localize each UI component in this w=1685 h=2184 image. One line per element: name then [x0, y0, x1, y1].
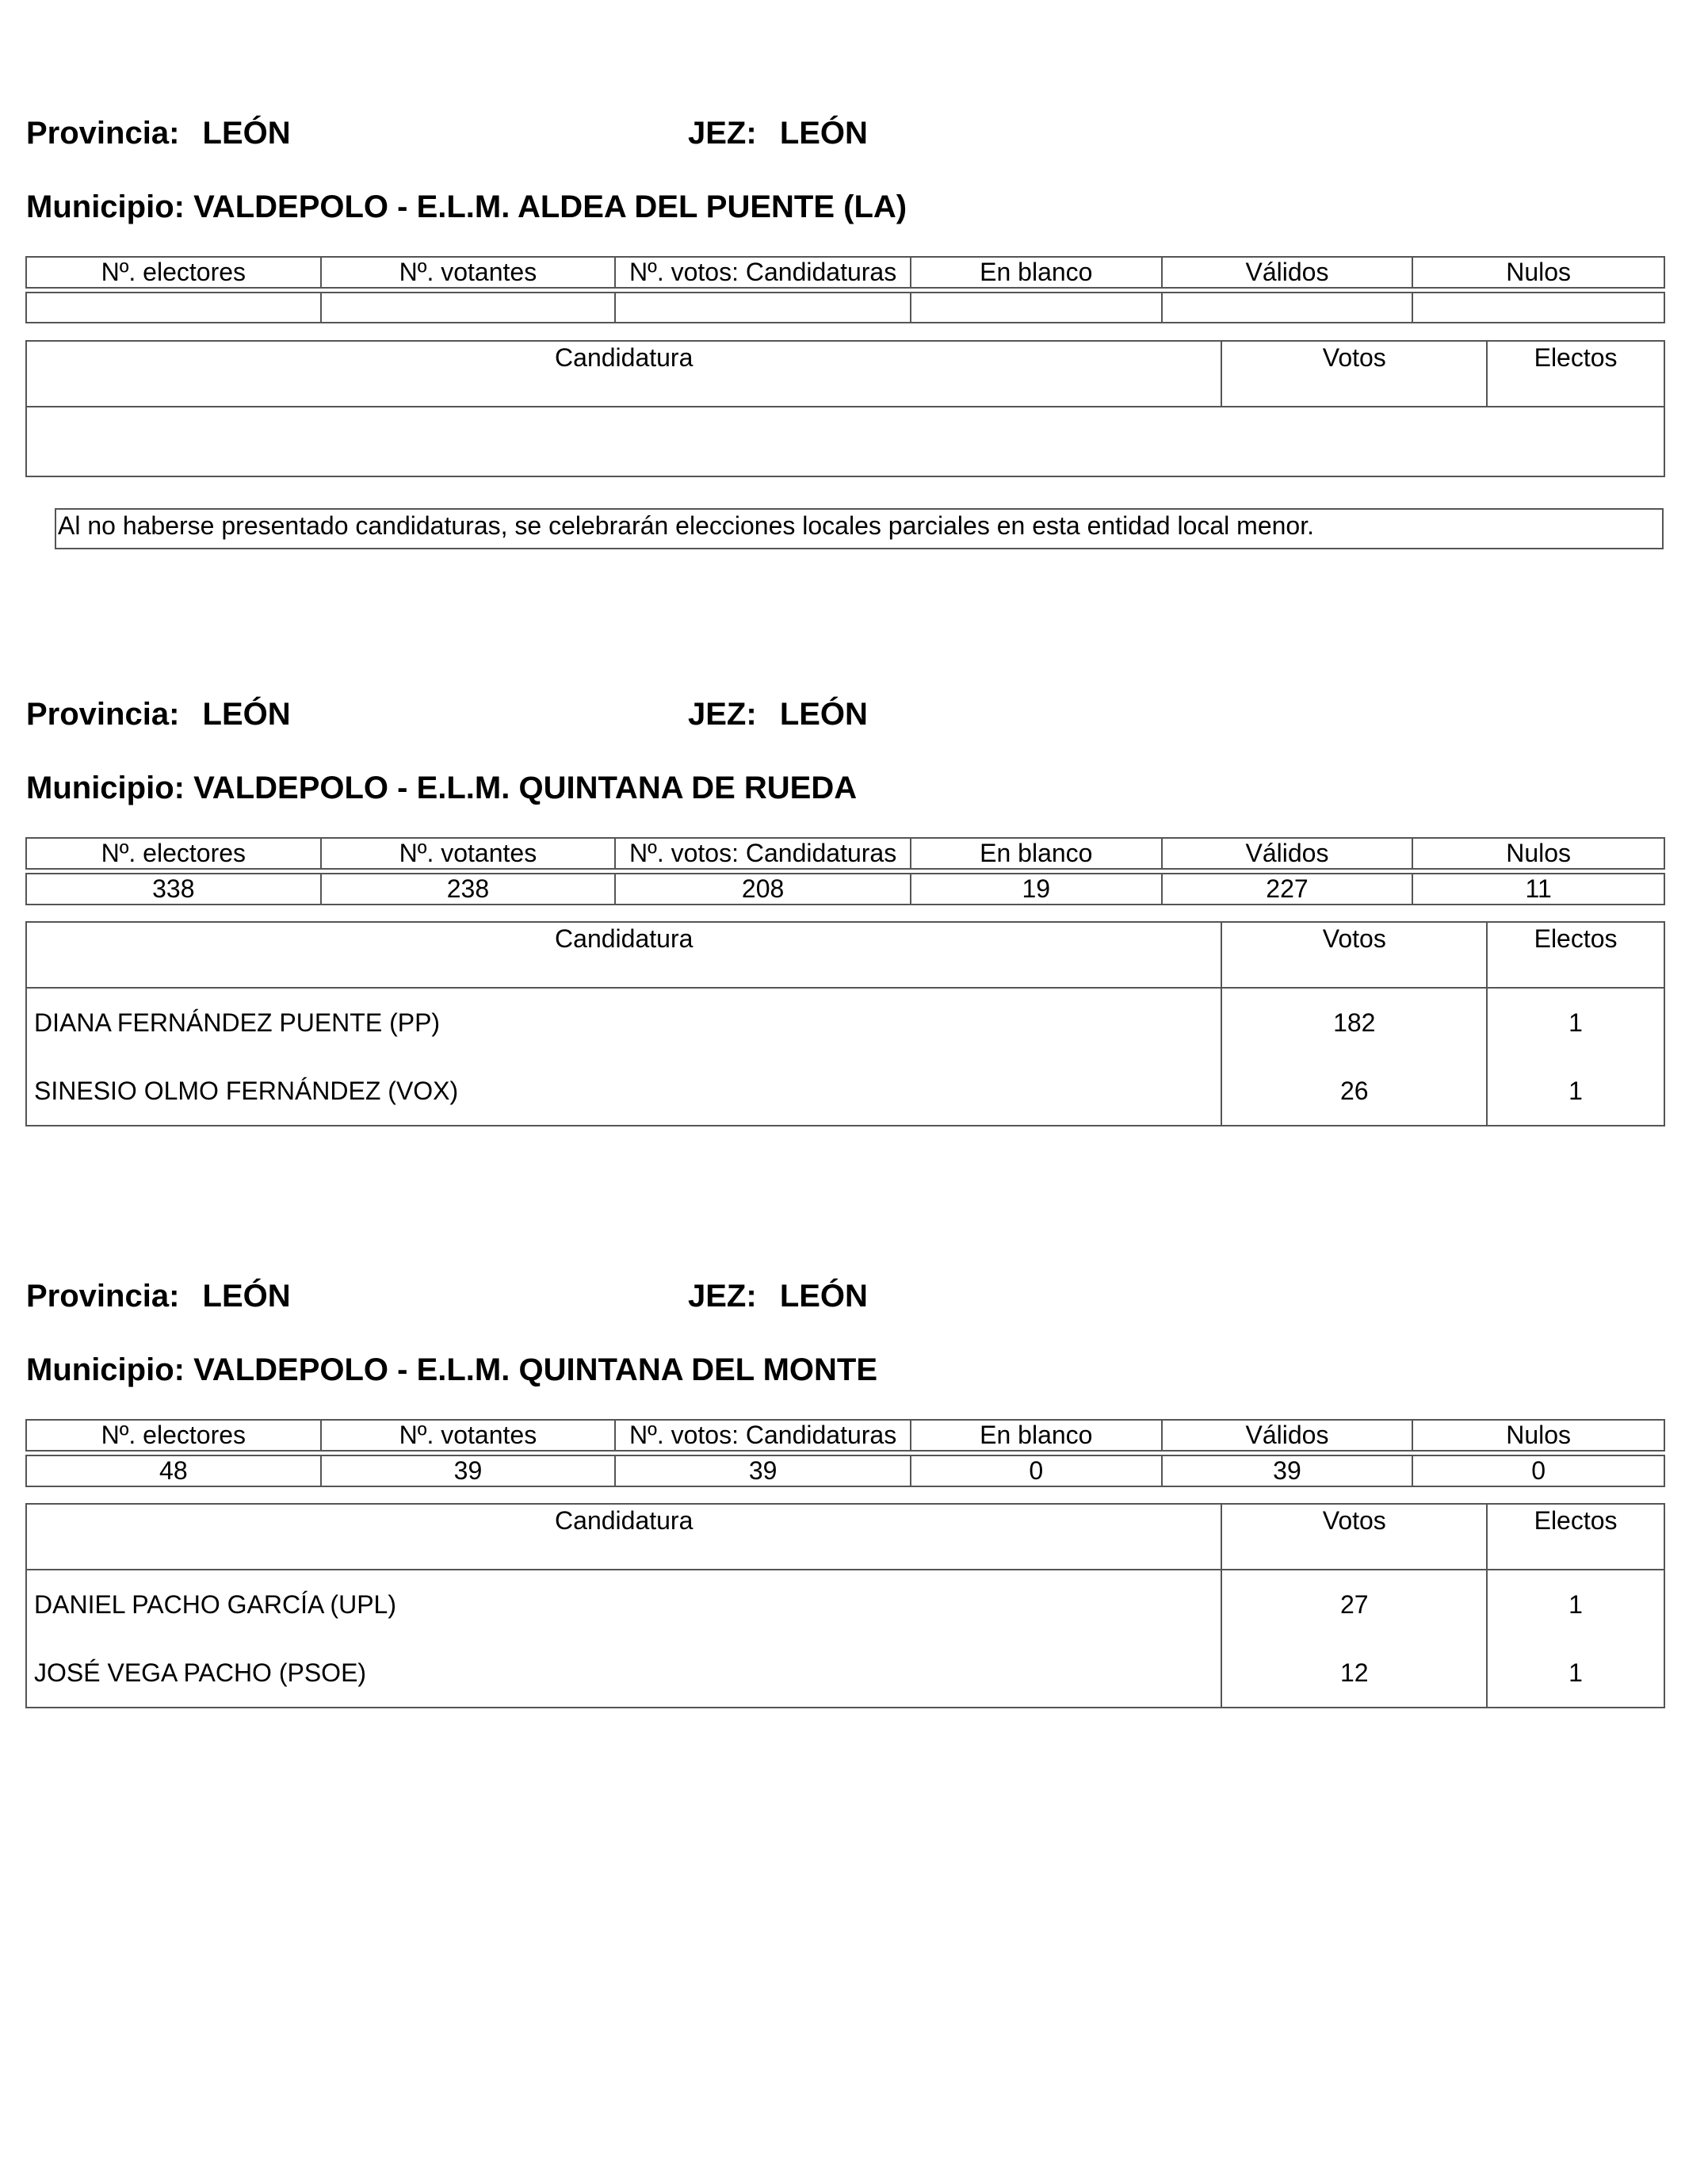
- candidate-row: [26, 1057, 1664, 1126]
- electos-header: Electos: [1487, 922, 1664, 988]
- stats-value-cell: 208: [615, 874, 911, 905]
- candidate-name: DANIEL PACHO GARCÍA (UPL): [26, 1570, 1221, 1639]
- stats-header-cell: Nº. electores: [26, 1420, 321, 1451]
- candidate-row: [26, 1570, 1664, 1639]
- candidates-header-row: [26, 1504, 1664, 1570]
- stats-header-cell: En blanco: [911, 838, 1162, 869]
- jez-value: LEÓN: [779, 697, 868, 732]
- stats-value-cell: 227: [1162, 874, 1413, 905]
- jez-line: [688, 1279, 868, 1314]
- candidates-table: [25, 921, 1665, 1126]
- stats-value-cell: [1162, 293, 1413, 323]
- votos-header: Votos: [1221, 341, 1487, 407]
- provincia-label: Provincia:: [26, 116, 180, 151]
- stats-value-cell: [615, 293, 911, 323]
- provincia-value: LEÓN: [202, 116, 291, 151]
- stats-header-cell: Nº. votos: Candidaturas: [615, 838, 911, 869]
- stats-header-cell: Válidos: [1162, 1420, 1413, 1451]
- provincia-line: [26, 116, 291, 151]
- municipio-value: VALDEPOLO - E.L.M. QUINTANA DE RUEDA: [193, 771, 858, 805]
- candidatura-header: Candidatura: [26, 922, 1221, 988]
- stats-header-cell: Nº. votantes: [321, 257, 616, 288]
- jez-label: JEZ:: [688, 697, 757, 732]
- municipio-value: VALDEPOLO - E.L.M. QUINTANA DEL MONTE: [193, 1352, 878, 1387]
- stats-value-cell: 19: [911, 874, 1162, 905]
- stats-value-cell: 39: [321, 1455, 616, 1486]
- stats-header-cell: Nulos: [1412, 838, 1664, 869]
- stats-header-cell: Válidos: [1162, 838, 1413, 869]
- candidate-votos: 27: [1221, 1570, 1487, 1639]
- stats-header-row: [26, 1420, 1664, 1451]
- municipio-line: [26, 771, 857, 806]
- jez-label: JEZ:: [688, 116, 757, 151]
- candidatura-header: Candidatura: [26, 341, 1221, 407]
- municipio-label: Municipio:: [26, 771, 185, 805]
- candidate-votos: 12: [1221, 1639, 1487, 1708]
- stats-header-cell: Válidos: [1162, 257, 1413, 288]
- stats-value-cell: 338: [26, 874, 321, 905]
- candidate-name: DIANA FERNÁNDEZ PUENTE (PP): [26, 988, 1221, 1057]
- candidatura-header: Candidatura: [26, 1504, 1221, 1570]
- candidate-name: JOSÉ VEGA PACHO (PSOE): [26, 1639, 1221, 1708]
- candidates-table: [25, 1503, 1665, 1708]
- candidate-electos: 1: [1487, 1057, 1664, 1126]
- electos-header: Electos: [1487, 341, 1664, 407]
- stats-value-cell: 48: [26, 1455, 321, 1486]
- stats-header-cell: Nº. votantes: [321, 838, 616, 869]
- candidate-electos: 1: [1487, 988, 1664, 1057]
- stats-value-row: [26, 1455, 1664, 1486]
- provincia-line: [26, 1279, 291, 1314]
- municipio-value: VALDEPOLO - E.L.M. ALDEA DEL PUENTE (LA): [193, 189, 907, 224]
- no-candidates-note: Al no haberse presentado candidaturas, se celebrarán elecciones locales parciales en esta entidad local menor.: [55, 508, 1664, 549]
- stats-header-cell: En blanco: [911, 257, 1162, 288]
- municipio-line: [26, 1352, 877, 1388]
- stats-table: [25, 256, 1665, 323]
- stats-value-cell: [321, 293, 616, 323]
- stats-value-cell: 0: [911, 1455, 1162, 1486]
- stats-value-row: [26, 874, 1664, 905]
- stats-header-row: [26, 257, 1664, 288]
- stats-header-row: [26, 838, 1664, 869]
- stats-header-cell: Nº. electores: [26, 257, 321, 288]
- stats-value-cell: [1412, 293, 1664, 323]
- stats-value-cell: 39: [615, 1455, 911, 1486]
- jez-line: [688, 697, 868, 732]
- municipio-line: [26, 189, 907, 225]
- empty-candidates-row: [26, 407, 1664, 476]
- stats-table: [25, 1419, 1665, 1487]
- electos-header: Electos: [1487, 1504, 1664, 1570]
- provincia-label: Provincia:: [26, 697, 180, 732]
- candidate-row: [26, 988, 1664, 1057]
- stats-value-cell: 11: [1412, 874, 1664, 905]
- provincia-value: LEÓN: [202, 697, 291, 732]
- jez-label: JEZ:: [688, 1279, 757, 1314]
- stats-value-cell: 39: [1162, 1455, 1413, 1486]
- municipio-label: Municipio:: [26, 189, 185, 224]
- jez-value: LEÓN: [779, 1279, 868, 1314]
- stats-header-cell: Nº. votos: Candidaturas: [615, 1420, 911, 1451]
- candidate-electos: 1: [1487, 1570, 1664, 1639]
- stats-value-cell: 0: [1412, 1455, 1664, 1486]
- votos-header: Votos: [1221, 922, 1487, 988]
- candidate-row: [26, 1639, 1664, 1708]
- candidate-votos: 26: [1221, 1057, 1487, 1126]
- jez-line: [688, 116, 868, 151]
- provincia-line: [26, 697, 291, 732]
- candidates-table: [25, 340, 1665, 477]
- stats-header-cell: En blanco: [911, 1420, 1162, 1451]
- candidate-name: SINESIO OLMO FERNÁNDEZ (VOX): [26, 1057, 1221, 1126]
- candidate-electos: 1: [1487, 1639, 1664, 1708]
- provincia-value: LEÓN: [202, 1279, 291, 1314]
- stats-header-cell: Nulos: [1412, 257, 1664, 288]
- stats-value-row: [26, 293, 1664, 323]
- stats-value-cell: [26, 293, 321, 323]
- stats-value-cell: 238: [321, 874, 616, 905]
- candidates-header-row: [26, 341, 1664, 407]
- votos-header: Votos: [1221, 1504, 1487, 1570]
- stats-header-cell: Nº. votos: Candidaturas: [615, 257, 911, 288]
- municipio-label: Municipio:: [26, 1352, 185, 1387]
- stats-header-cell: Nulos: [1412, 1420, 1664, 1451]
- provincia-label: Provincia:: [26, 1279, 180, 1314]
- candidate-votos: 182: [1221, 988, 1487, 1057]
- jez-value: LEÓN: [779, 116, 868, 151]
- candidates-header-row: [26, 922, 1664, 988]
- stats-header-cell: Nº. electores: [26, 838, 321, 869]
- stats-value-cell: [911, 293, 1162, 323]
- stats-header-cell: Nº. votantes: [321, 1420, 616, 1451]
- stats-table: [25, 837, 1665, 905]
